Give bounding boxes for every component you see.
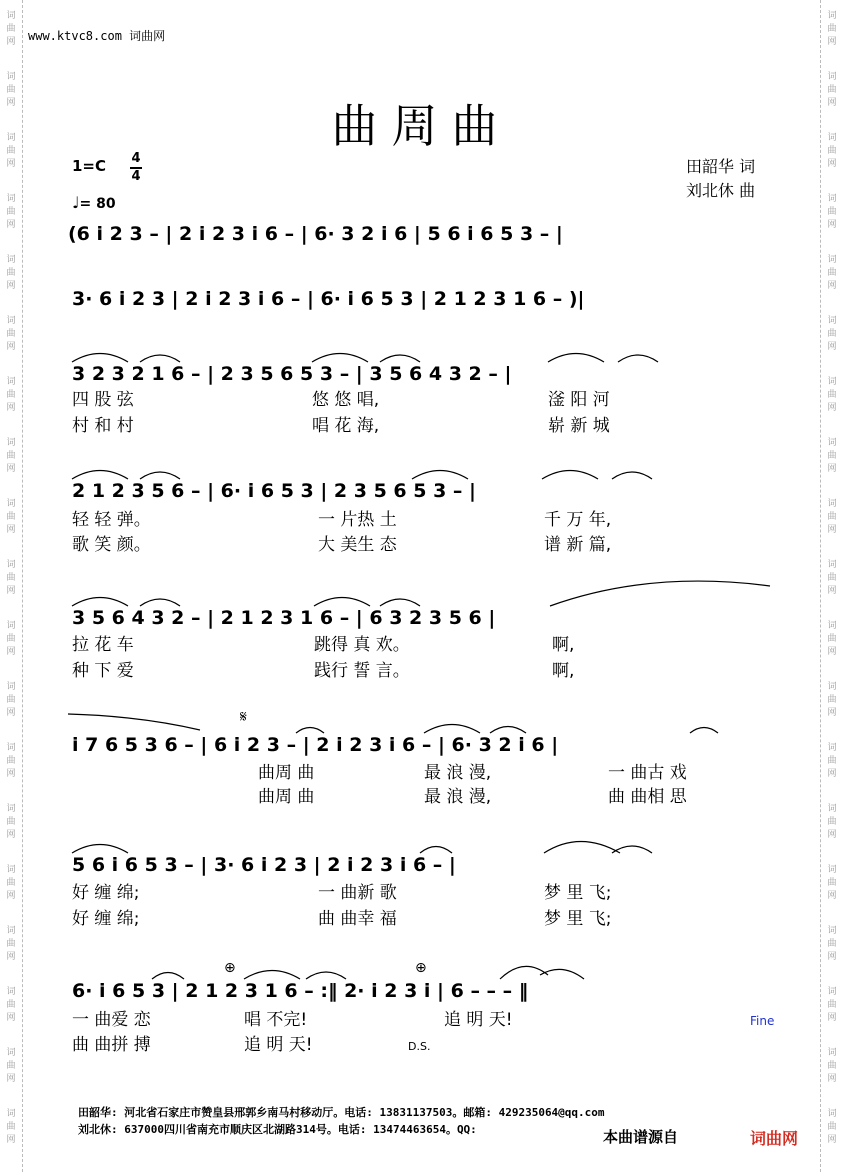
watermark-char: 词 <box>6 377 16 387</box>
watermark-char: 网 <box>6 891 16 901</box>
watermark-char: 网 <box>827 159 837 169</box>
watermark-char: 词 <box>827 11 837 21</box>
watermark-char: 网 <box>827 708 837 718</box>
watermark-char: 曲 <box>6 207 16 217</box>
watermark-char: 网 <box>827 586 837 596</box>
watermark-char: 曲 <box>6 1000 16 1010</box>
lyric-text: 一 曲新 歌 <box>318 883 397 903</box>
coda-icon: ⊕ <box>224 960 236 976</box>
lyric-text: 拉 花 车 <box>72 635 134 655</box>
lyric-text: 最 浪 漫, <box>424 763 492 783</box>
watermark-char: 网 <box>827 891 837 901</box>
watermark-char: 词 <box>6 133 16 143</box>
watermark-char: 网 <box>6 1135 16 1145</box>
watermark-char: 词 <box>6 682 16 692</box>
watermark-char: 曲 <box>6 24 16 34</box>
watermark-char: 词 <box>827 377 837 387</box>
lyric-text: 曲 曲拼 搏 <box>72 1035 151 1055</box>
watermark-char: 词 <box>6 194 16 204</box>
watermark-char: 网 <box>6 464 16 474</box>
watermark-char: 网 <box>6 1074 16 1084</box>
watermark-char: 网 <box>827 1135 837 1145</box>
watermark-char: 网 <box>6 342 16 352</box>
lyric-text: 千 万 年, <box>544 510 612 530</box>
watermark-char: 网 <box>827 952 837 962</box>
watermark-char: 词 <box>827 621 837 631</box>
lyric-text: 村 和 村 <box>72 416 134 436</box>
watermark-char: 网 <box>6 281 16 291</box>
watermark-char: 网 <box>6 830 16 840</box>
lyric-text: 曲周 曲 <box>258 787 315 807</box>
watermark-char: 词 <box>6 499 16 509</box>
watermark-char: 词 <box>827 682 837 692</box>
lyric-text: 最 浪 漫, <box>424 787 492 807</box>
watermark-char: 曲 <box>827 451 837 461</box>
lyric-text: 曲周 曲 <box>258 763 315 783</box>
watermark-char: 曲 <box>827 573 837 583</box>
notation-row: 3· 6 i 2 3 | 2 i 2 3 i 6 – | 6· i 6 5 3 | 2 1 2 3 1 6 – )| <box>72 288 585 310</box>
watermark-char: 曲 <box>6 1061 16 1071</box>
composer-credit: 刘北休 曲 <box>686 181 756 200</box>
watermark-char: 曲 <box>827 329 837 339</box>
watermark-char: 网 <box>827 769 837 779</box>
watermark-char: 网 <box>6 586 16 596</box>
watermark-char: 词 <box>827 255 837 265</box>
footer-composer-contact: 刘北休: 637000四川省南充市顺庆区北湖路314号。电话: 13474463654。QQ: <box>78 1123 477 1136</box>
ds-marking: D.S. <box>408 1040 431 1053</box>
watermark-char: 词 <box>6 926 16 936</box>
lyric-text: 一 曲爱 恋 <box>72 1010 151 1030</box>
time-signature-bottom: 4 <box>131 169 141 184</box>
watermark-char: 曲 <box>6 146 16 156</box>
lyric-text: 四 股 弦 <box>72 390 134 410</box>
lyric-text: 追 明 天! <box>444 1010 513 1030</box>
watermark-char: 网 <box>6 37 16 47</box>
watermark-char: 词 <box>6 1048 16 1058</box>
watermark-char: 词 <box>827 438 837 448</box>
watermark-char: 曲 <box>6 817 16 827</box>
watermark-char: 词 <box>827 804 837 814</box>
watermark-char: 网 <box>827 647 837 657</box>
lyric-text: 践行 誓 言。 <box>314 661 410 681</box>
lyric-text: 种 下 爱 <box>72 661 134 681</box>
time-signature-top: 4 <box>131 151 141 166</box>
watermark-char: 曲 <box>6 573 16 583</box>
notation-row: 5 6 i 6 5 3 – | 3· 6 i 2 3 | 2 i 2 3 i 6 – | <box>72 854 456 876</box>
watermark-char: 网 <box>827 281 837 291</box>
watermark-char: 词 <box>827 743 837 753</box>
watermark-char: 曲 <box>827 85 837 95</box>
watermark-char: 词 <box>827 72 837 82</box>
watermark-char: 词 <box>6 1109 16 1119</box>
watermark-char: 词 <box>6 743 16 753</box>
quarter-note-icon: ♩ <box>72 193 80 212</box>
lyric-text: 谱 新 篇, <box>544 535 612 555</box>
lyric-text: 曲 曲幸 福 <box>318 909 397 929</box>
watermark-char: 曲 <box>6 695 16 705</box>
watermark-char: 词 <box>6 438 16 448</box>
watermark-char: 网 <box>827 464 837 474</box>
watermark-char: 曲 <box>6 451 16 461</box>
watermark-char: 网 <box>6 1013 16 1023</box>
segno-icon: 𝄋 <box>240 707 247 726</box>
watermark-char: 网 <box>827 1074 837 1084</box>
watermark-char: 曲 <box>827 695 837 705</box>
lyric-text: 大 美生 态 <box>318 535 397 555</box>
watermark-char: 曲 <box>6 1122 16 1132</box>
lyricist-credit: 田韶华 词 <box>686 157 756 176</box>
watermark-char: 网 <box>827 98 837 108</box>
watermark-char: 曲 <box>6 939 16 949</box>
watermark-char: 曲 <box>6 268 16 278</box>
watermark-char: 曲 <box>827 817 837 827</box>
watermark-char: 曲 <box>6 329 16 339</box>
watermark-char: 词 <box>6 865 16 875</box>
slur-marks <box>68 354 770 980</box>
notation-row: 3 2 3 2 1 6 – | 2 3 5 6 5 3 – | 3 5 6 4 3 2 – | <box>72 363 512 385</box>
lyric-text: 唱 花 海, <box>312 416 380 436</box>
site-header[interactable]: www.ktvc8.com 词曲网 <box>28 29 166 43</box>
watermark-char: 曲 <box>827 634 837 644</box>
watermark-char: 网 <box>827 37 837 47</box>
watermark-char: 网 <box>827 342 837 352</box>
watermark-char: 网 <box>6 403 16 413</box>
watermark-char: 词 <box>6 316 16 326</box>
watermark-char: 词 <box>827 1109 837 1119</box>
watermark-char: 曲 <box>827 207 837 217</box>
watermark-char: 曲 <box>827 390 837 400</box>
page-title: 曲周曲 <box>331 99 512 153</box>
watermark-char: 词 <box>6 987 16 997</box>
watermark-char: 曲 <box>6 878 16 888</box>
watermark-char: 网 <box>6 159 16 169</box>
watermark-char: 曲 <box>827 1000 837 1010</box>
watermark-char: 曲 <box>827 512 837 522</box>
lyric-text: 好 缠 绵; <box>72 909 140 929</box>
watermark-char: 曲 <box>6 756 16 766</box>
lyric-text: 滏 阳 河 <box>548 390 610 410</box>
lyric-text: 一 片热 土 <box>318 510 397 530</box>
watermark-char: 网 <box>827 525 837 535</box>
source-label: 本曲谱源自 <box>603 1128 679 1146</box>
lyric-text: 梦 里 飞; <box>544 883 612 903</box>
watermark-char: 词 <box>6 621 16 631</box>
fine-marking: Fine <box>750 1014 775 1028</box>
lyric-text: 悠 悠 唱, <box>312 390 380 410</box>
lyric-text: 轻 轻 弹。 <box>72 510 151 530</box>
watermark-char: 网 <box>827 220 837 230</box>
lyric-text: 歌 笑 颜。 <box>72 535 151 555</box>
footer-lyricist-contact: 田韶华: 河北省石家庄市赞皇县邢郭乡南马村移动厅。电话: 13831137503。邮箱: 429235064@qq.com <box>78 1106 605 1119</box>
watermark-char: 词 <box>6 11 16 21</box>
watermark-char: 词 <box>827 560 837 570</box>
watermark-char: 词 <box>827 865 837 875</box>
site-logo[interactable]: 词曲网 <box>750 1129 799 1148</box>
watermark-char: 词 <box>6 804 16 814</box>
watermark-char: 词 <box>6 72 16 82</box>
lyric-text: 唱 不完! <box>244 1010 308 1030</box>
notation-row: 6· i 6 5 3 | 2 1 2 3 1 6 – :‖ 2· i 2 3 i | 6 – – – ‖ <box>72 980 529 1002</box>
lyric-text: 一 曲古 戏 <box>608 763 687 783</box>
watermark-char: 曲 <box>6 85 16 95</box>
watermark-char: 词 <box>6 560 16 570</box>
watermark-char: 词 <box>827 987 837 997</box>
watermark-char: 网 <box>827 403 837 413</box>
notation-row: 2 1 2 3 5 6 – | 6· i 6 5 3 | 2 3 5 6 5 3 – | <box>72 480 476 502</box>
lyric-text: 梦 里 飞; <box>544 909 612 929</box>
watermark-char: 词 <box>827 926 837 936</box>
lyric-text: 啊, <box>552 661 575 681</box>
lyric-text: 跳得 真 欢。 <box>314 635 410 655</box>
watermark-char: 曲 <box>6 634 16 644</box>
lyric-text: 好 缠 绵; <box>72 883 140 903</box>
watermark-char: 曲 <box>827 268 837 278</box>
notation-row: i 7 6 5 3 6 – | 6 i 2 3 – | 2 i 2 3 i 6 – | 6· 3 2 i 6 | <box>72 734 559 756</box>
watermark-char: 词 <box>827 133 837 143</box>
watermark-char: 曲 <box>827 756 837 766</box>
notation-row: (6 i 2 3 – | 2 i 2 3 i 6 – | 6· 3 2 i 6 | 5 6 i 6 5 3 – | <box>68 223 563 245</box>
watermark-char: 词 <box>827 1048 837 1058</box>
watermark-char: 曲 <box>827 1061 837 1071</box>
watermark-char: 曲 <box>827 878 837 888</box>
lyric-text: 追 明 天! <box>244 1035 313 1055</box>
watermark-char: 网 <box>6 647 16 657</box>
lyric-text: 曲 曲相 思 <box>608 787 687 807</box>
key-signature: 1=C <box>72 157 107 175</box>
watermark-char: 网 <box>6 769 16 779</box>
watermark-char: 网 <box>6 220 16 230</box>
watermark-char: 网 <box>827 1013 837 1023</box>
watermark-char: 网 <box>827 830 837 840</box>
tempo-value: = 80 <box>79 196 116 212</box>
notation-row: 3 5 6 4 3 2 – | 2 1 2 3 1 6 – | 6 3 2 3 5 6 | <box>72 607 496 629</box>
watermark-char: 网 <box>6 98 16 108</box>
watermark-char: 词 <box>827 499 837 509</box>
watermark-char: 曲 <box>827 146 837 156</box>
coda-icon: ⊕ <box>415 960 427 976</box>
watermark-char: 曲 <box>6 512 16 522</box>
watermark-char: 词 <box>827 194 837 204</box>
watermark-char: 网 <box>6 952 16 962</box>
watermark-char: 曲 <box>6 390 16 400</box>
watermark-char: 词 <box>6 255 16 265</box>
watermark-char: 网 <box>6 525 16 535</box>
lyric-text: 崭 新 城 <box>548 416 610 436</box>
lyric-text: 啊, <box>552 635 575 655</box>
watermark-char: 曲 <box>827 1122 837 1132</box>
watermark-char: 曲 <box>827 939 837 949</box>
watermark-char: 网 <box>6 708 16 718</box>
watermark-char: 词 <box>827 316 837 326</box>
watermark-char: 曲 <box>827 24 837 34</box>
